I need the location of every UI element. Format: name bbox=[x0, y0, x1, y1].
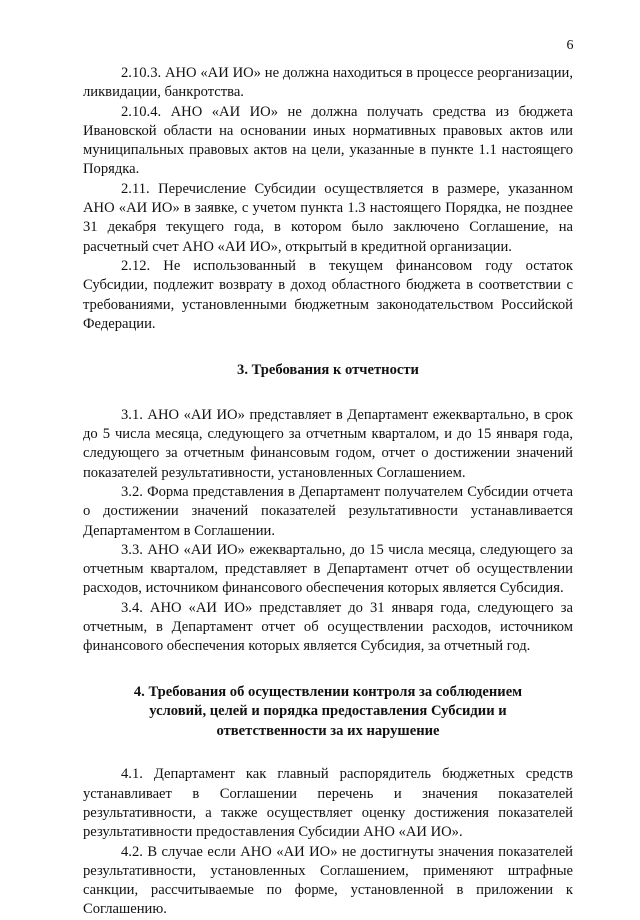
paragraph-2-10-4: 2.10.4. АНО «АИ ИО» не должна получать средства из бюджета Ивановской области на основании иных нормативных правовых актов или муниципальных правовых актов на цели, указанные в пункте 1.1 настоящего Порядка. bbox=[83, 103, 573, 178]
document-body bbox=[83, 64, 573, 920]
section-4-heading-line: условий, целей и порядка предоставления Субсидии и bbox=[149, 703, 507, 720]
spacer bbox=[83, 381, 573, 406]
section-4-heading bbox=[83, 683, 573, 742]
page-number: 6 bbox=[566, 38, 574, 53]
paragraph-4-1: 4.1. Департамент как главный распорядитель бюджетных средств устанавливает в Соглашении перечень и значения показателей результативности, а также осуществляет оценку достижения показателей результативности предоставления Субсидии АНО «АИ ИО». bbox=[83, 766, 573, 841]
paragraph-3-3: 3.3. АНО «АИ ИО» ежеквартально, до 15 числа месяца, следующего за отчетным кварталом, представляет в Департамент отчет об осуществлении расходов, источником финансового обеспечения которых является Субсидия. bbox=[83, 541, 573, 597]
paragraph-2-12: 2.12. Не использованный в текущем финансовом году остаток Субсидии, подлежит возврату в доход областного бюджета в соответствии с требованиями, установленными бюджетным законодательством Российской Федерации. bbox=[83, 257, 573, 332]
paragraph-3-1: 3.1. АНО «АИ ИО» представляет в Департамент ежеквартально, в срок до 5 числа месяца, следующего за отчетным кварталом, и до 15 января года, следующего за отчетным финансовым годом, отчет о достижении значений показателей результативности, установленных Соглашением. bbox=[83, 406, 573, 481]
section-4-heading-line: ответственности за их нарушение bbox=[216, 722, 440, 739]
section-3-heading: 3. Требования к отчетности bbox=[237, 362, 419, 379]
spacer bbox=[83, 741, 573, 765]
paragraph-2-11: 2.11. Перечисление Субсидии осуществляется в размере, указанном АНО «АИ ИО» в заявке, с учетом пункта 1.3 настоящего Порядка, не позднее 31 декабря текущего года, в котором было заключено Соглашение, на расчетный счет АНО «АИ ИО», открытый в кредитной организации. bbox=[83, 180, 573, 255]
paragraph-3-4: 3.4. АНО «АИ ИО» представляет до 31 января года, следующего за отчетным, в Департамент отчет об осуществлении расходов, источником финансового обеспечения которых является Субсидия, за отчетный год. bbox=[83, 599, 573, 655]
paragraph-3-2: 3.2. Форма представления в Департамент получателем Субсидии отчета о достижении значений показателей результативности устанавливается Департаментом в Соглашении. bbox=[83, 483, 573, 539]
spacer bbox=[83, 334, 573, 361]
section-4-heading-line: 4. Требования об осуществлении контроля за соблюдением bbox=[133, 683, 523, 700]
spacer bbox=[83, 657, 573, 683]
paragraph-4-2: 4.2. В случае если АНО «АИ ИО» не достигнуты значения показателей результативности, установленных Соглашением, применяют штрафные санкции, рассчитываемые по форме, установленной в приложении к Соглашению. bbox=[83, 843, 573, 918]
paragraph-2-10-3: 2.10.3. АНО «АИ ИО» не должна находиться в процессе реорганизации, ликвидации, банкротства. bbox=[83, 65, 573, 101]
